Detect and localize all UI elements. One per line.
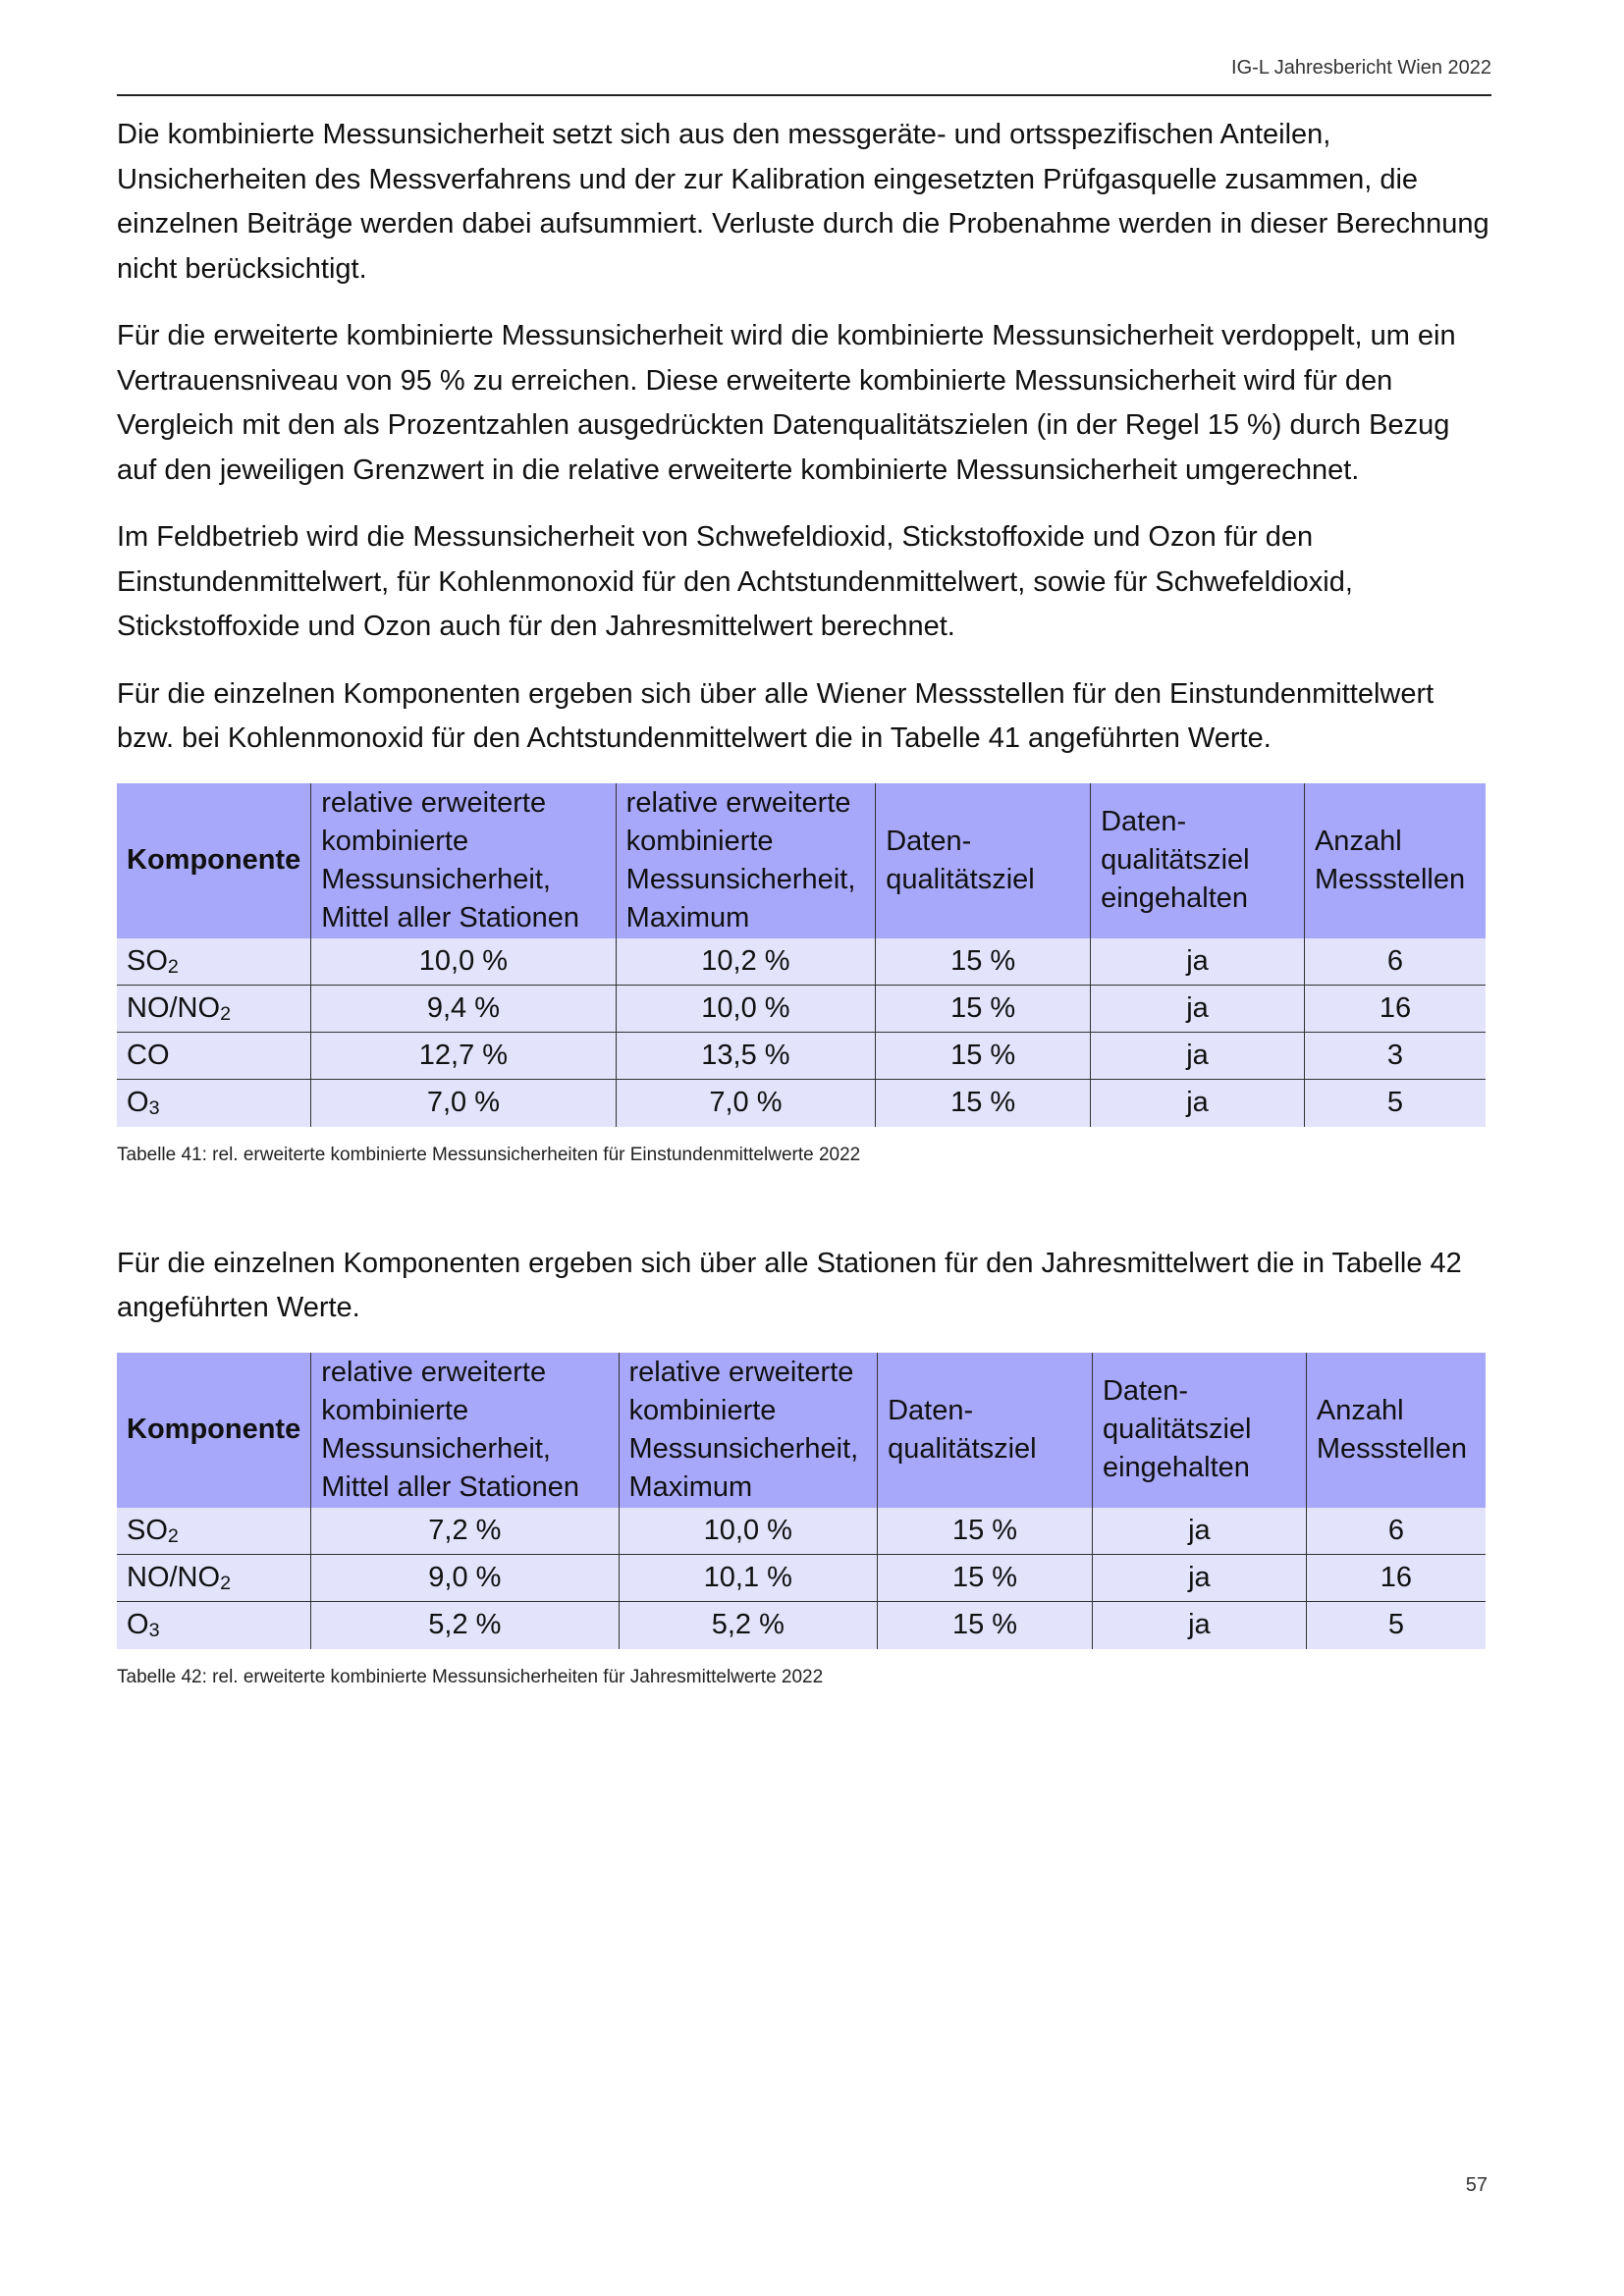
table-row bbox=[117, 1602, 1486, 1649]
maximum-cell: 10,2 % bbox=[616, 938, 876, 986]
table-row bbox=[117, 986, 1486, 1033]
datenqualitaetsziel-cell: 15 % bbox=[876, 986, 1091, 1033]
table-header-row bbox=[117, 783, 1486, 938]
table-header-row bbox=[117, 1353, 1486, 1508]
header-anzahl-messstellen bbox=[1304, 783, 1486, 938]
table-row bbox=[117, 1508, 1486, 1555]
header-line: Messunsicherheit, bbox=[628, 1432, 859, 1465]
header-line: relative erweiterte bbox=[321, 1356, 547, 1388]
komponente-formula: SO bbox=[127, 1514, 168, 1546]
paragraph: Für die einzelnen Komponenten ergeben sich über alle Wiener Messstellen für den Einstundenmittelwert bzw. bei Kohlenmonoxid für den Achtstundenmittelwert die in Tabelle 41 angeführten Werte. bbox=[117, 677, 1435, 754]
header-line: Daten- bbox=[888, 1394, 974, 1426]
header-line: Mittel aller Stationen bbox=[321, 901, 579, 934]
komponente-formula: CO bbox=[127, 1040, 170, 1071]
komponente-cell bbox=[117, 938, 311, 986]
komponente-subscript: 2 bbox=[167, 1524, 179, 1547]
header-title: IG-L Jahresbericht Wien 2022 bbox=[1231, 57, 1491, 79]
header-line: Anzahl bbox=[1314, 825, 1402, 857]
page-content bbox=[117, 113, 1491, 1688]
paragraph: Für die einzelnen Komponenten ergeben sich über alle Stationen für den Jahresmittelwert die in Tabelle 42 angeführten Werte. bbox=[117, 1247, 1462, 1323]
maximum-cell: 7,0 % bbox=[616, 1080, 876, 1127]
eingehalten-cell: ja bbox=[1092, 1555, 1306, 1602]
datenqualitaetsziel-cell: 15 % bbox=[876, 1033, 1091, 1080]
anzahl-cell: 16 bbox=[1306, 1555, 1486, 1602]
header-line: qualitätsziel bbox=[1101, 844, 1250, 876]
mittel-cell: 7,0 % bbox=[311, 1080, 616, 1127]
table-row bbox=[117, 1080, 1486, 1127]
datenqualitaetsziel-cell: 15 % bbox=[878, 1602, 1093, 1649]
datenqualitaetsziel-cell: 15 % bbox=[876, 938, 1091, 986]
maximum-cell: 10,0 % bbox=[616, 986, 876, 1033]
table-body bbox=[117, 1508, 1486, 1649]
eingehalten-cell: ja bbox=[1092, 1602, 1306, 1649]
komponente-formula: SO bbox=[127, 944, 168, 977]
page-header bbox=[117, 53, 1491, 96]
paragraph: Für die erweiterte kombinierte Messunsicherheit wird die kombinierte Messunsicherheit verdoppelt, um ein Vertrauensniveau von 95 % zu erreichen. Diese erweiterte kombinierte Messunsicherheit wird für den Vergleich mit den als Prozentzahlen ausgedrückten Datenqualitätszielen (in der Regel 15 %) durch Bezug auf den jeweiligen Grenzwert in die relative erweiterte kombinierte Messunsicherheit umgerechnet. bbox=[117, 320, 1456, 486]
komponente-formula: NO/NO bbox=[127, 992, 221, 1024]
komponente-subscript: 3 bbox=[148, 1620, 160, 1642]
eingehalten-cell: ja bbox=[1091, 1080, 1305, 1127]
header-line: Anzahl bbox=[1316, 1394, 1404, 1426]
header-line: qualitätsziel bbox=[886, 863, 1035, 895]
header-maximum bbox=[616, 783, 876, 938]
header-anzahl-messstellen bbox=[1306, 1353, 1486, 1508]
komponente-formula: O bbox=[127, 1609, 149, 1641]
header-eingehalten bbox=[1091, 783, 1305, 938]
header-datenqualitaetsziel bbox=[878, 1353, 1093, 1508]
komponente-cell bbox=[117, 1080, 311, 1127]
eingehalten-cell: ja bbox=[1091, 938, 1305, 986]
header-line: Daten- bbox=[886, 825, 972, 857]
header-datenqualitaetsziel bbox=[876, 783, 1091, 938]
header-line: relative erweiterte bbox=[625, 786, 851, 819]
datenqualitaetsziel-cell: 15 % bbox=[876, 1080, 1091, 1127]
mittel-cell: 9,4 % bbox=[311, 986, 616, 1033]
header-mittel bbox=[311, 783, 616, 938]
komponente-cell bbox=[117, 986, 311, 1033]
header-komponente: Komponente bbox=[117, 783, 311, 938]
komponente-cell bbox=[117, 1602, 311, 1649]
maximum-cell: 10,0 % bbox=[619, 1508, 878, 1555]
anzahl-cell: 5 bbox=[1306, 1602, 1486, 1649]
header-line: kombinierte bbox=[625, 825, 774, 857]
paragraph: Die kombinierte Messunsicherheit setzt sich aus den messgeräte- und ortsspezifischen Anteilen, Unsicherheiten des Messverfahrens und der zur Kalibration eingesetzten Prüfgasquelle zusammen, die einzelnen Beiträge werden dabei aufsummiert. Verluste durch die Probenahme werden in dieser Berechnung nicht berücksichtigt. bbox=[117, 119, 1489, 285]
header-line: relative erweiterte bbox=[628, 1356, 854, 1388]
komponente-cell bbox=[117, 1555, 311, 1602]
header-line: Messunsicherheit, bbox=[321, 1432, 551, 1465]
header-line: kombinierte bbox=[628, 1394, 777, 1426]
header-line: kombinierte bbox=[321, 1394, 469, 1426]
header-line: kombinierte bbox=[321, 825, 469, 857]
komponente-cell bbox=[117, 1033, 311, 1080]
mittel-cell: 7,2 % bbox=[311, 1508, 619, 1555]
mittel-cell: 9,0 % bbox=[311, 1555, 619, 1602]
eingehalten-cell: ja bbox=[1092, 1508, 1306, 1555]
anzahl-cell: 6 bbox=[1304, 938, 1486, 986]
header-line: Messunsicherheit, bbox=[625, 863, 856, 895]
komponente-subscript: 2 bbox=[220, 1572, 232, 1594]
anzahl-cell: 5 bbox=[1304, 1080, 1486, 1127]
table-41-caption: Tabelle 41: rel. erweiterte kombinierte Messunsicherheiten für Einstundenmittelwerte 2022 bbox=[117, 1144, 861, 1165]
datenqualitaetsziel-cell: 15 % bbox=[878, 1555, 1093, 1602]
header-eingehalten bbox=[1092, 1353, 1306, 1508]
table-41 bbox=[117, 783, 1486, 1127]
header-line: eingehalten bbox=[1101, 882, 1249, 914]
table-row bbox=[117, 1033, 1486, 1080]
paragraph: Im Feldbetrieb wird die Messunsicherheit von Schwefeldioxid, Stickstoffoxide und Ozon für den Einstundenmittelwert, für Kohlenmonoxid für den Achtstundenmittelwert, sowie für Schwefeldioxid, Stickstoffoxide und Ozon auch für den Jahresmittelwert berechnet. bbox=[117, 521, 1353, 642]
komponente-formula: NO/NO bbox=[127, 1562, 221, 1593]
mittel-cell: 12,7 % bbox=[311, 1033, 616, 1080]
eingehalten-cell: ja bbox=[1091, 986, 1305, 1033]
datenqualitaetsziel-cell: 15 % bbox=[878, 1508, 1093, 1555]
komponente-subscript: 2 bbox=[220, 1002, 232, 1025]
header-line: Messstellen bbox=[1316, 1432, 1467, 1465]
maximum-cell: 5,2 % bbox=[619, 1602, 878, 1649]
header-mittel bbox=[311, 1353, 619, 1508]
komponente-cell bbox=[117, 1508, 311, 1555]
header-line: Messstellen bbox=[1314, 863, 1466, 895]
header-line: Daten- bbox=[1101, 806, 1187, 837]
header-line: relative erweiterte bbox=[321, 786, 547, 819]
maximum-cell: 10,1 % bbox=[619, 1555, 878, 1602]
table-42 bbox=[117, 1353, 1486, 1649]
header-line: Maximum bbox=[625, 901, 750, 934]
header-maximum bbox=[619, 1353, 878, 1508]
anzahl-cell: 16 bbox=[1304, 986, 1486, 1033]
table-row bbox=[117, 1555, 1486, 1602]
komponente-subscript: 3 bbox=[148, 1097, 160, 1120]
mittel-cell: 5,2 % bbox=[311, 1602, 619, 1649]
anzahl-cell: 3 bbox=[1304, 1033, 1486, 1080]
eingehalten-cell: ja bbox=[1091, 1033, 1305, 1080]
header-line: eingehalten bbox=[1102, 1452, 1250, 1483]
maximum-cell: 13,5 % bbox=[616, 1033, 876, 1080]
komponente-subscript: 2 bbox=[167, 955, 179, 978]
table-42-caption: Tabelle 42: rel. erweiterte kombinierte Messunsicherheiten für Jahresmittelwerte 2022 bbox=[117, 1666, 824, 1687]
header-line: Maximum bbox=[628, 1470, 753, 1503]
header-line: Daten- bbox=[1102, 1375, 1188, 1407]
header-line: qualitätsziel bbox=[1102, 1414, 1252, 1445]
header-line: Messunsicherheit, bbox=[321, 863, 551, 895]
header-line: Mittel aller Stationen bbox=[321, 1470, 579, 1503]
komponente-formula: O bbox=[127, 1087, 149, 1119]
anzahl-cell: 6 bbox=[1306, 1508, 1486, 1555]
page-number: 57 bbox=[1465, 2174, 1488, 2196]
table-body bbox=[117, 938, 1486, 1127]
mittel-cell: 10,0 % bbox=[311, 938, 616, 986]
table-row bbox=[117, 938, 1486, 986]
header-line: qualitätsziel bbox=[888, 1432, 1037, 1465]
header-komponente: Komponente bbox=[117, 1353, 311, 1508]
